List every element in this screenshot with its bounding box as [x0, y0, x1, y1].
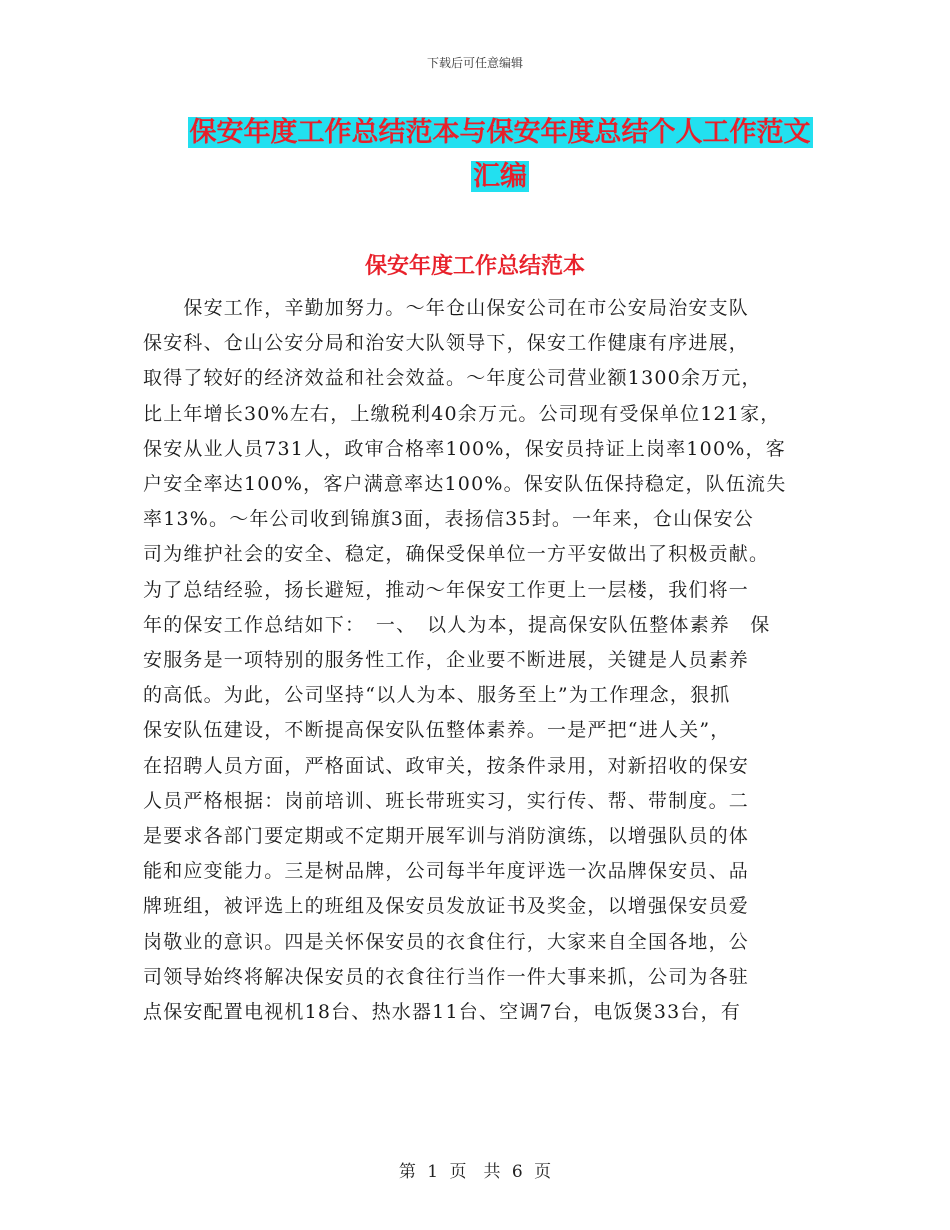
body-line: 牌班组，被评选上的班组及保安员发放证书及奖金，以增强保安员爱 [143, 895, 750, 918]
body-line: 保安队伍建设，不断提高保安队伍整体素养。一是严把“进人关”， [143, 719, 731, 742]
body-line: 人员严格根据：岗前培训、班长带班实习，实行传、帮、带制度。二 [143, 789, 750, 812]
footer-prefix: 第 [398, 1162, 416, 1182]
header-note: 下载后可任意编辑 [426, 56, 523, 70]
body-line: 为了总结经验，扬长避短，推动～年保安工作更上一层楼，我们将一 [143, 578, 750, 601]
page-footer [0, 1157, 950, 1182]
body-line: 年的保安工作总结如下： 一、 以人为本，提高保安队伍整体素养 保 [143, 613, 771, 636]
body-line: 率13%。～年公司收到锦旗3面，表扬信35封。一年来，仓山保安公 [143, 508, 754, 531]
body-line: 取得了较好的经济效益和社会效益。～年度公司营业额1300余万元， [143, 367, 762, 390]
body-line: 保安科、仓山公安分局和治安大队领导下，保安工作健康有序进展， [143, 332, 750, 355]
footer-current-page: 1 [427, 1162, 439, 1182]
body-line: 保安工作，辛勤加努力。～年仓山保安公司在市公安局治安支队 [143, 297, 750, 319]
body-line: 在招聘人员方面，严格面试、政审关，按条件录用，对新招收的保安 [143, 754, 750, 777]
footer-total-pages: 6 [511, 1162, 523, 1182]
body-line: 点保安配置电视机18台、热水器11台、空调7台，电饭煲33台，有 [143, 1001, 742, 1024]
document-title-line-2: 汇编 [473, 161, 527, 192]
body-line: 安服务是一项特别的服务性工作，企业要不断进展，关键是人员素养 [143, 649, 750, 672]
body-line: 岗敬业的意识。四是关怀保安员的衣食住行，大家来自全国各地，公 [143, 930, 750, 953]
document-title-line-1: 保安年度工作总结范本与保安年度总结个人工作范文 [189, 117, 811, 148]
section-title: 保安年度工作总结范本 [364, 253, 585, 279]
footer-suffix: 页 [534, 1162, 552, 1182]
body-line: 司领导始终将解决保安员的衣食往行当作一件大事来抓，公司为各驻 [143, 965, 750, 988]
body-line: 户安全率达100%，客户满意率达100%。保安队伍保持稳定，队伍流失 [143, 473, 787, 496]
body-line: 保安从业人员731人，政审合格率100%，保安员持证上岗率100%，客 [143, 437, 786, 460]
body-line: 是要求各部门要定期或不定期开展军训与消防演练，以增强队员的体 [143, 825, 750, 848]
body-line: 司为维护社会的安全、稳定，确保受保单位一方平安做出了积极贡献。 [143, 543, 770, 566]
footer-middle: 页 共 [449, 1162, 501, 1182]
body-line: 的高低。为此，公司坚持“以人为本、服务至上”为工作理念，狠抓 [143, 684, 731, 707]
body-line: 能和应变能力。三是树品牌，公司每半年度评选一次品牌保安员、品 [143, 860, 750, 883]
body-line: 比上年增长30%左右，上缴税利40余万元。公司现有受保单位121家， [143, 402, 781, 425]
body-paragraph [143, 291, 809, 1030]
document-title [150, 111, 850, 199]
